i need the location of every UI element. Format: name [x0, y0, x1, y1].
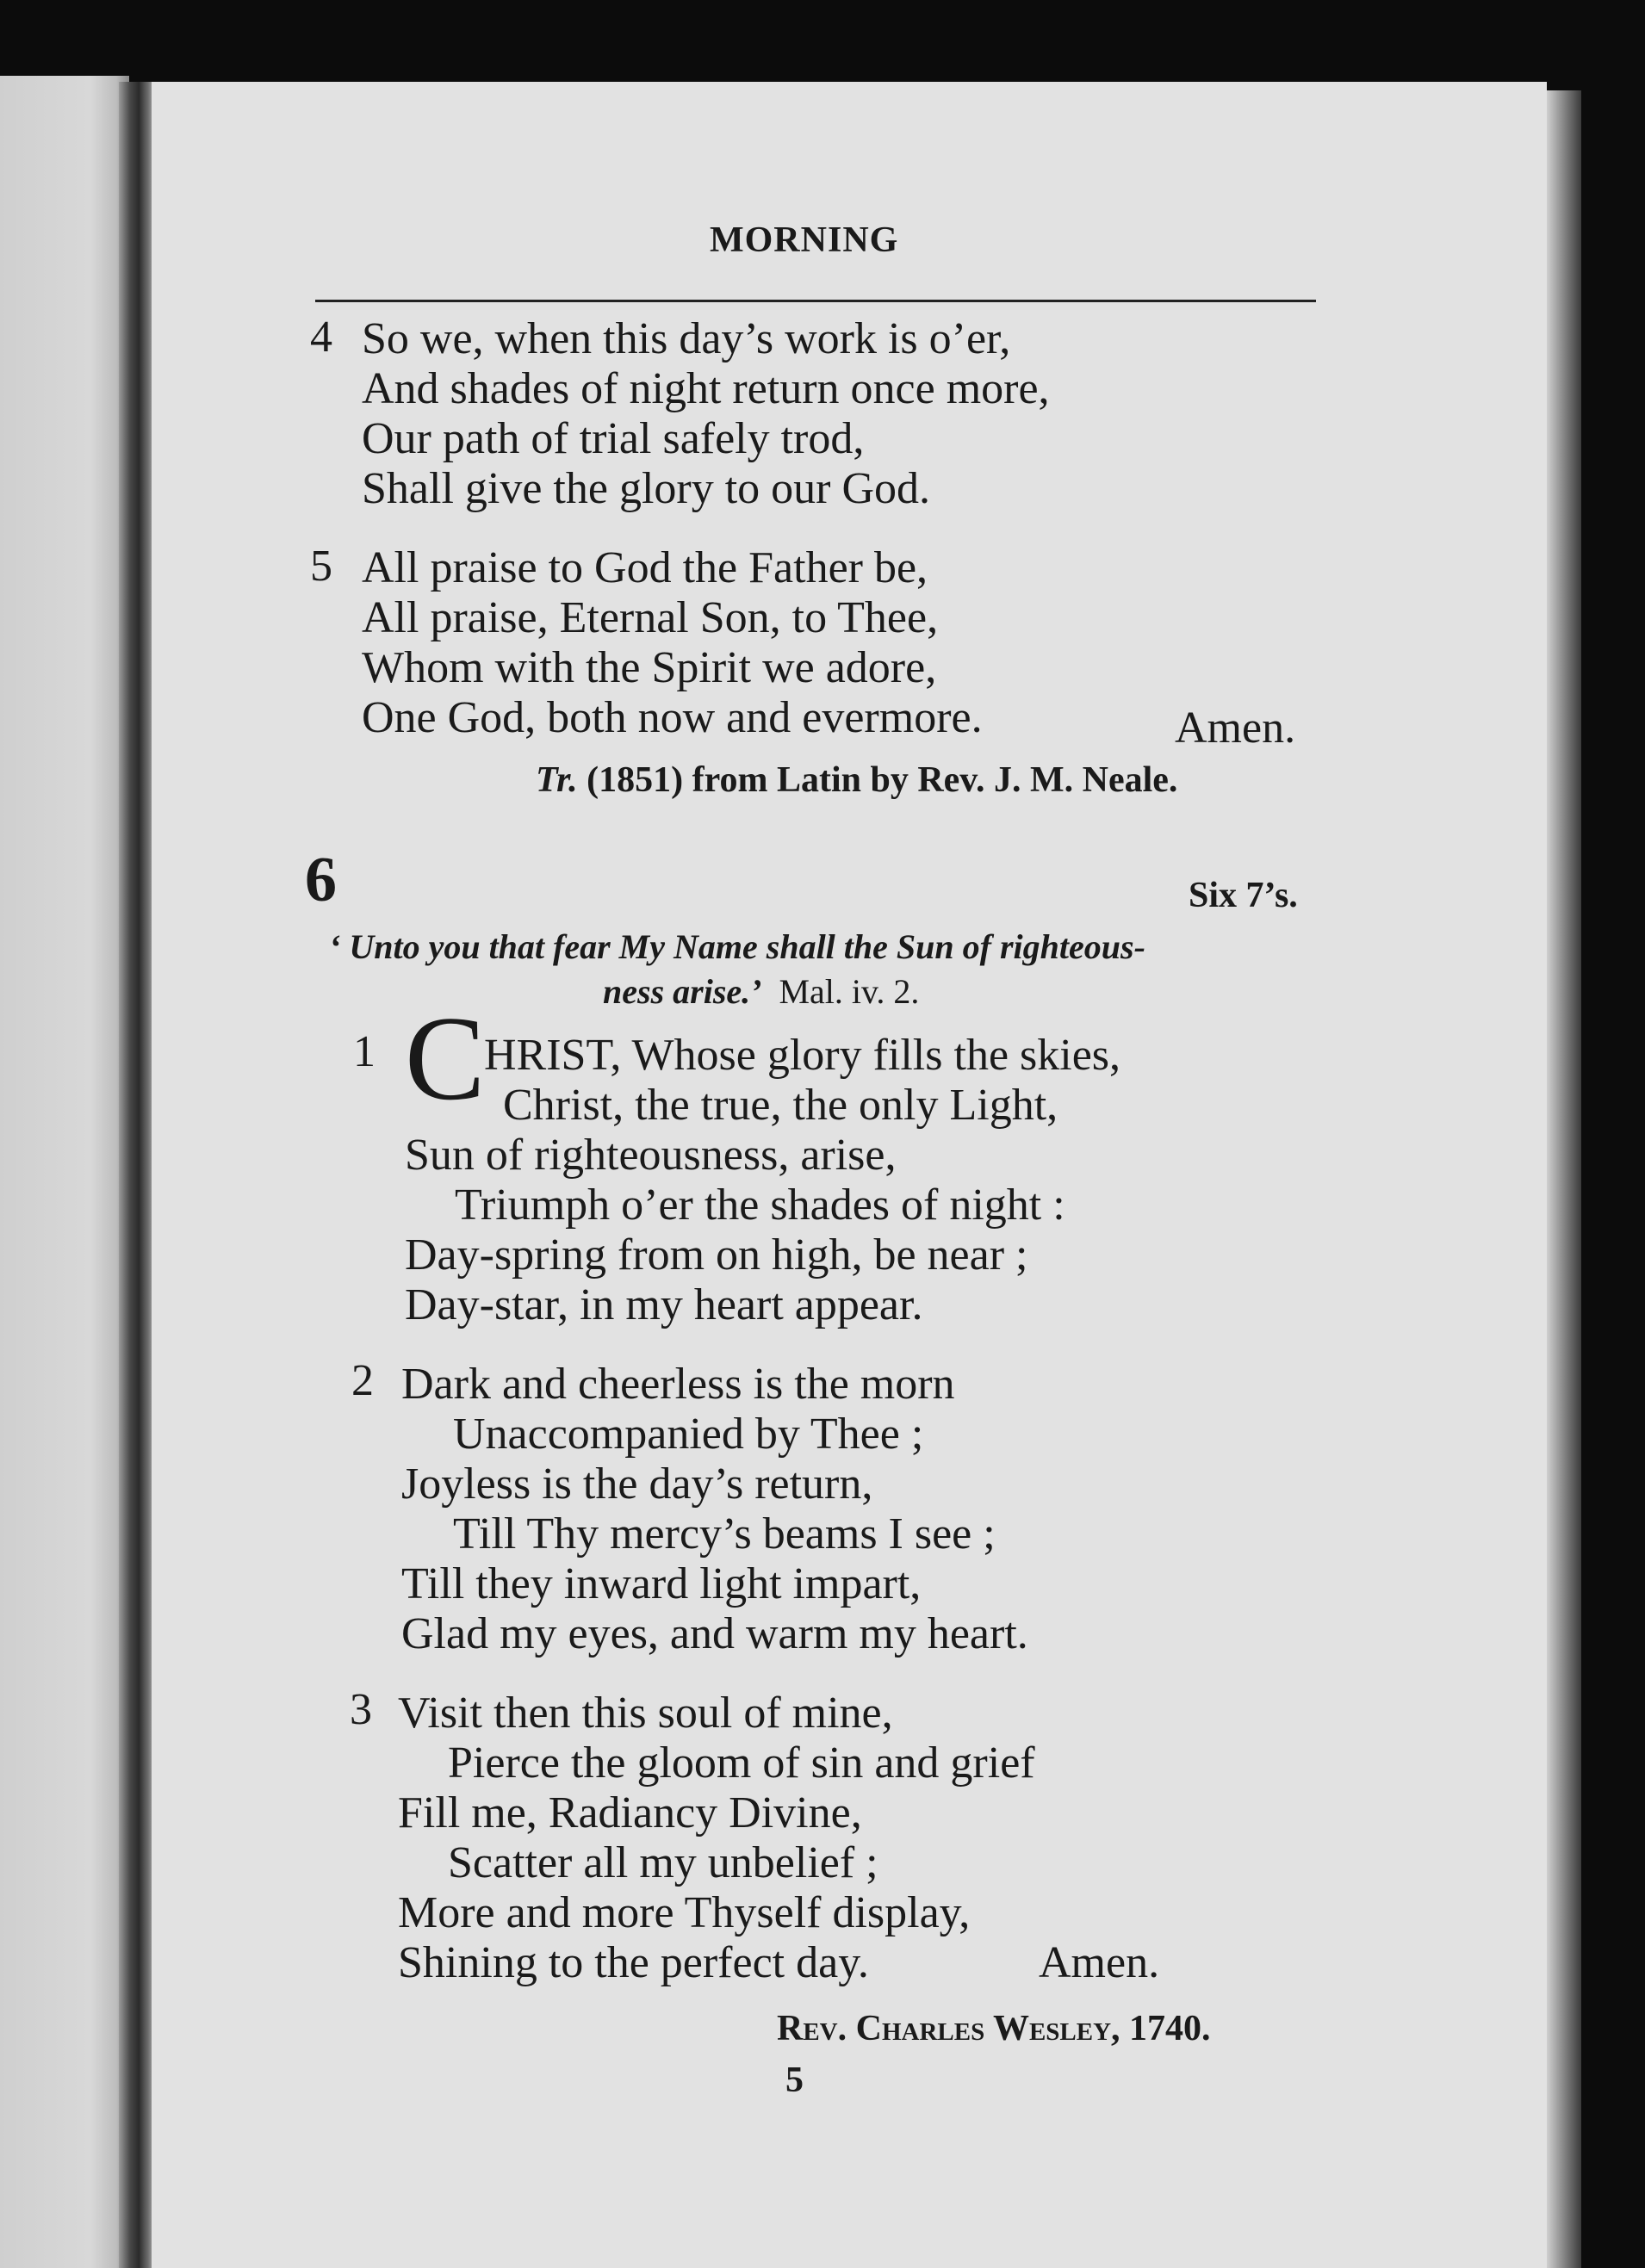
running-header: MORNING: [710, 220, 899, 260]
verse-line: Fill me, Radiancy Divine,: [398, 1788, 862, 1837]
verse-line: Triumph o’er the shades of night :: [455, 1180, 1065, 1230]
verse-line: So we, when this day’s work is o’er,: [362, 314, 1011, 363]
verse-line: Day-star, in my heart appear.: [405, 1280, 923, 1329]
book-gutter: [119, 82, 155, 2268]
hymn-number: 6: [305, 845, 337, 915]
page-right-edge: [1547, 90, 1581, 2268]
epigraph-line: ‘ Unto you that fear My Name shall the Sun of righteous-: [329, 927, 1145, 966]
verse-line: Whom with the Spirit we adore,: [362, 643, 937, 692]
meter: Six 7’s.: [1189, 876, 1298, 915]
verse-number: 1: [353, 1027, 376, 1076]
verse-line: And shades of night return once more,: [362, 364, 1050, 413]
verse-line: Joyless is the day’s return,: [401, 1459, 873, 1509]
verse-line: Shall give the glory to our God.: [362, 464, 931, 513]
amen: Amen.: [1039, 1938, 1160, 1987]
verse-line: One God, both now and evermore.: [362, 693, 983, 742]
verse-line: Pierce the gloom of sin and grief: [448, 1738, 1035, 1788]
verse-line: All praise to God the Father be,: [362, 543, 928, 592]
verse-line: Glad my eyes, and warm my heart.: [401, 1609, 1028, 1658]
verse-number: 4: [310, 313, 332, 362]
verse-number: 2: [351, 1356, 374, 1405]
verse-line: HRIST, Whose glory fills the skies,: [484, 1031, 1121, 1080]
verse-line: Scatter all my unbelief ;: [448, 1838, 878, 1887]
epigraph-line: ness arise.’ Mal. iv. 2.: [603, 972, 920, 1011]
verse-line: Visit then this soul of mine,: [398, 1689, 893, 1738]
verse-number: 3: [350, 1685, 372, 1734]
verse-line: Dark and cheerless is the morn: [401, 1360, 955, 1409]
amen: Amen.: [1175, 703, 1296, 753]
drop-cap: C: [405, 992, 486, 1125]
verse-line: Unaccompanied by Thee ;: [453, 1410, 924, 1459]
verse-line: Shining to the perfect day.: [398, 1938, 869, 1987]
verse-line: Till Thy mercy’s beams I see ;: [453, 1509, 996, 1558]
verse-line: All praise, Eternal Son, to Thee,: [362, 593, 939, 642]
verse-number: 5: [310, 542, 332, 591]
verse-line: Christ, the true, the only Light,: [503, 1081, 1058, 1130]
verse-line: Our path of trial safely trod,: [362, 414, 865, 463]
header-rule: [315, 300, 1316, 302]
verse-line: More and more Thyself display,: [398, 1888, 971, 1937]
verse-line: Sun of righteousness, arise,: [405, 1131, 897, 1180]
verse-line: Till they inward light impart,: [401, 1559, 922, 1608]
attribution: Tr. (1851) from Latin by Rev. J. M. Neale.: [536, 760, 1178, 800]
facing-page-edge: [0, 76, 129, 2268]
page-number: 5: [785, 2060, 804, 2100]
attribution: Rev. Charles Wesley, 1740.: [777, 2009, 1211, 2048]
verse-line: Day-spring from on high, be near ;: [405, 1230, 1028, 1280]
